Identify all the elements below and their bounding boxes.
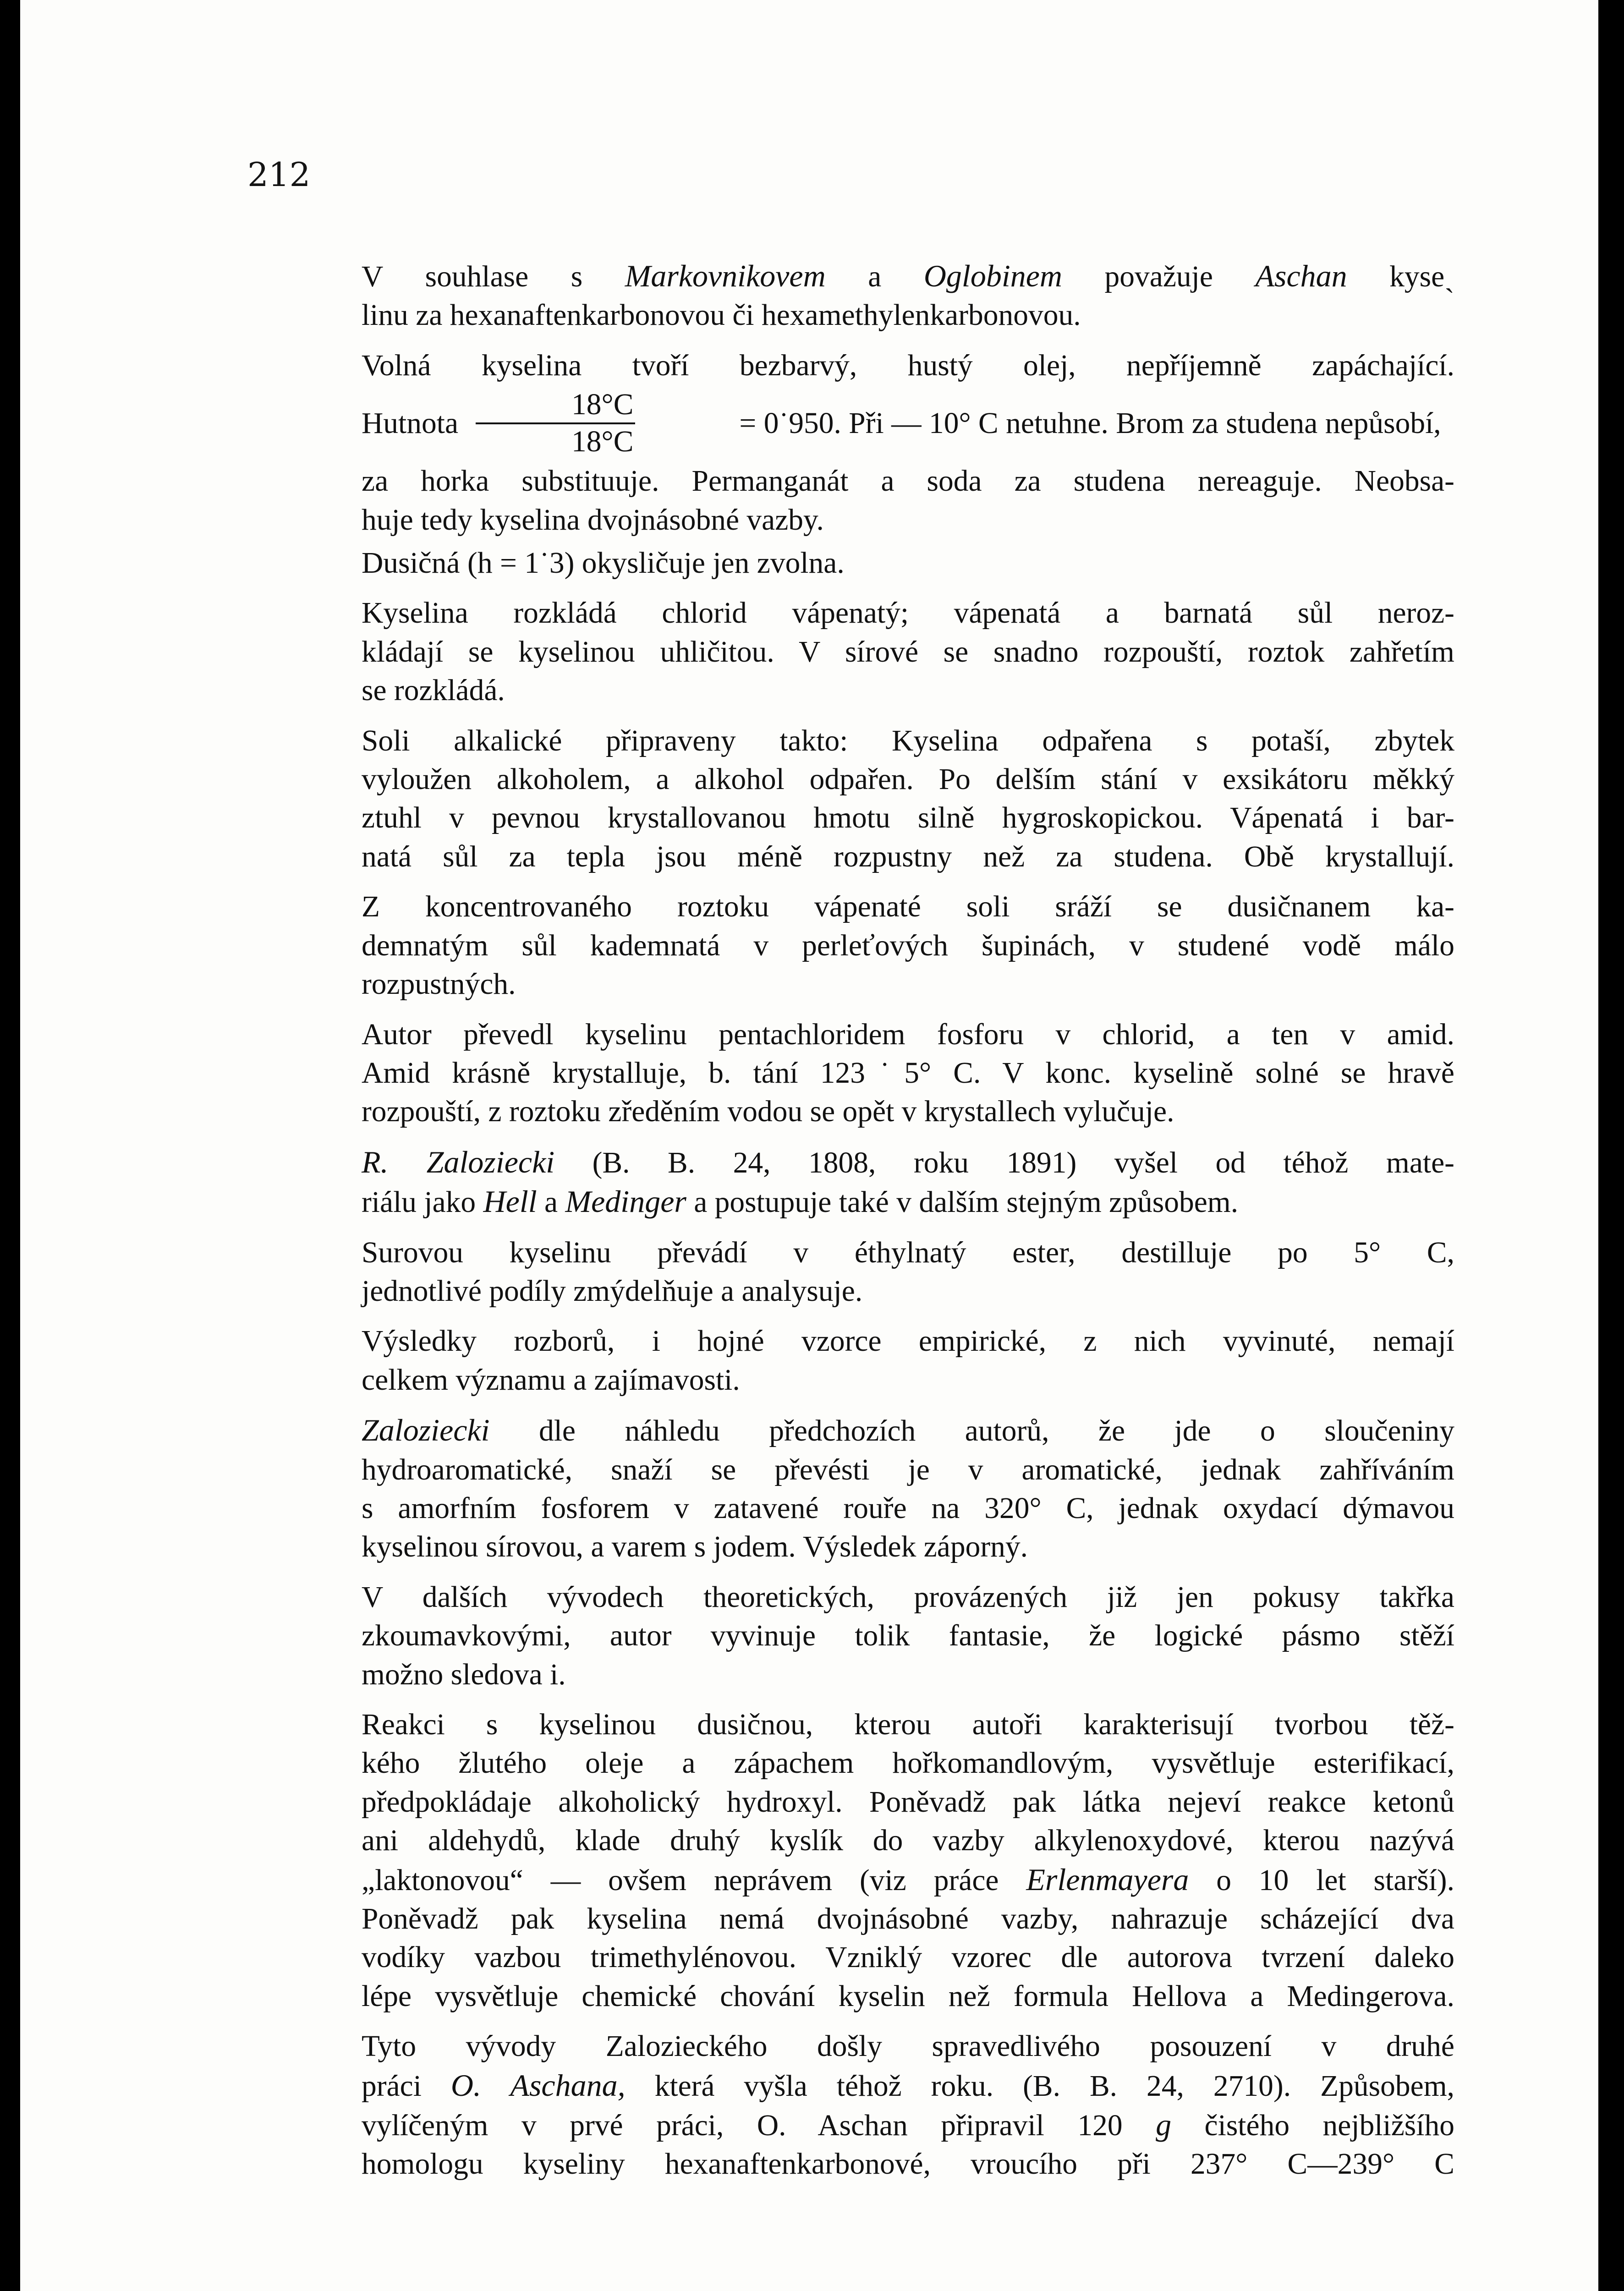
text-line: hydroaromatické, snaží se převésti je v aromatické, jednak zahříváním [362, 1453, 1454, 1486]
text-line: možno sledova i. [362, 1658, 566, 1691]
author-name: Zaloziecki [362, 1413, 490, 1448]
text-line: Amid krásně krystalluje, b. tání 123˙5° C. V konc. kyselině solné se hravě [362, 1056, 1454, 1090]
text-line: kyselinou sírovou, a varem s jodem. Výsledek záporný. [362, 1530, 1028, 1564]
text-line: Dusičná (h = 1˙3) okysličuje jen zvolna. [362, 547, 845, 580]
unit-gram: g [1156, 2107, 1172, 2143]
density-formula-line [268, 385, 1454, 462]
text-line: práci O. Aschana, která vyšla téhož roku. (B. B. 24, 2710). Způsobem, [362, 2067, 1455, 2103]
text-line: vodíky vazbou trimethylénovou. Vzniklý vzorec dle autorova tvrzení daleko [362, 1941, 1454, 1974]
text-line: huje tedy kyselina dvojnásobné vazby. [362, 503, 824, 537]
paragraph-9 [268, 1233, 1454, 1311]
paragraph-3 [268, 544, 1454, 582]
paragraph-1 [268, 257, 1454, 335]
text-line: jednotlivé podíly zmýdelňuje a analysuje. [362, 1274, 863, 1308]
text-line: rozpustných. [362, 968, 516, 1001]
text-line: za horka substituuje. Permanganát a soda za studena nereaguje. Neobsa- [362, 465, 1454, 498]
text-line: R. Zaloziecki (B. B. 24, 1808, roku 1891) vyšel od téhož mate- [362, 1144, 1454, 1179]
text-line: rozpouští, z roztoku zředěním vodou se opět v krystallech vylučuje. [362, 1095, 1174, 1129]
text-line: Poněvadž pak kyselina nemá dvojnásobné vazby, nahrazuje scházející dva [362, 1902, 1454, 1936]
author-name: Aschan [1255, 258, 1347, 293]
density-fraction [476, 390, 635, 457]
text-line: Soli alkalické připraveny takto: Kyselina odpařena s potaší, zbytek [362, 724, 1454, 757]
text-line: riálu jako Hell a Medinger a postupuje také v dalším stejným způsobem. [362, 1184, 1239, 1219]
paragraph-10 [268, 1322, 1454, 1399]
text-line: V souhlase s Markovnikovem a Oglobinem považuje Aschan kyseˎ [362, 258, 1455, 293]
page-number: 212 [247, 155, 311, 194]
author-name: Erlenmayera [1026, 1862, 1189, 1897]
text-line: vylíčeným v prvé práci, O. Aschan připravil 120 g čistého nejbližšího [362, 2107, 1454, 2143]
author-name: Hell [483, 1184, 537, 1219]
text-line: vyloužen alkoholem, a alkohol odpařen. Po delším stání v exsikátoru měkký [362, 763, 1454, 796]
paragraph-2 [268, 346, 1454, 539]
text-line: Surovou kyselinu převádí v éthylnatý ester, destilluje po 5° C, [362, 1236, 1454, 1269]
formula-label: Hutnota [362, 407, 459, 440]
fraction-numerator: 18°C [476, 390, 635, 425]
book-page [20, 0, 1598, 2291]
text-line: kého žlutého oleje a zápachem hořkomandlovým, vysvětluje esterifikací, [362, 1747, 1454, 1780]
paragraph-8 [268, 1143, 1454, 1222]
paragraph-6 [268, 888, 1454, 1003]
text-line: se rozkládá. [362, 674, 505, 707]
text-line: kládají se kyselinou uhličitou. V sírové se snadno rozpouští, roztok zahřetím [362, 635, 1454, 669]
text-line: s amorfním fosforem v zatavené rouře na 320° C, jednak oxydací dýmavou [362, 1491, 1454, 1525]
text-line: natá sůl za tepla jsou méně rozpustny než za studena. Obě krystallují. [362, 840, 1454, 873]
text-line: celkem významu a zajímavosti. [362, 1363, 740, 1397]
text-line: ani aldehydů, klade druhý kyslík do vazby alkylenoxydové, kterou nazývá [362, 1824, 1454, 1858]
text-line: Kyselina rozkládá chlorid vápenatý; vápenatá a barnatá sůl neroz- [362, 597, 1454, 630]
text-line: Výsledky rozborů, i hojné vzorce empirické, z nich vyvinuté, nemají [362, 1325, 1454, 1358]
text-line: Z koncentrovaného roztoku vápenaté soli sráží se dusičnanem ka- [362, 890, 1454, 924]
formula-rest: = 0˙950. Při — 10° C netuhne. Brom za studena nepůsobí, [739, 407, 1441, 440]
author-name: O. Aschana, [450, 2067, 625, 2103]
text-line: homologu kyseliny hexanaftenkarbonové, vroucího při 237° C—239° C [362, 2148, 1454, 2181]
author-name: Oglobinem [923, 258, 1062, 293]
author-name: Markovnikovem [625, 258, 826, 293]
paragraph-5 [268, 722, 1454, 877]
text-line: linu za hexanaftenkarbonovou či hexamethylenkarbonovou. [362, 299, 1081, 332]
paragraph-11 [268, 1411, 1454, 1567]
text-line: V dalších vývodech theoretických, provázených již jen pokusy takřka [362, 1580, 1454, 1614]
paragraph-14 [268, 2027, 1454, 2184]
text-line: Autor převedl kyselinu pentachloridem fosforu v chlorid, a ten v amid. [362, 1018, 1454, 1051]
text-line: Volná kyselina tvoří bezbarvý, hustý olej, nepříjemně zapáchající. [362, 349, 1454, 382]
fraction-denominator: 18°C [571, 425, 634, 459]
body-text [268, 257, 1454, 2184]
text-line: zkoumavkovými, autor vyvinuje tolik fantasie, že logické pásmo stěží [362, 1619, 1454, 1653]
text-line: Tyto vývody Zalozieckého došly spravedlivého posouzení v druhé [362, 2030, 1454, 2063]
paragraph-13 [268, 1705, 1454, 2016]
paragraph-12 [268, 1578, 1454, 1694]
text-line: Reakci s kyselinou dusičnou, kterou autoři karakterisují tvorbou těž- [362, 1708, 1454, 1741]
text-line: předpokládaje alkoholický hydroxyl. Poněvadž pak látka nejeví reakce ketonů [362, 1785, 1454, 1819]
text-line: ztuhl v pevnou krystallovanou hmotu silně hygroskopickou. Vápenatá i bar- [362, 801, 1454, 835]
scan-edge-border [1601, 0, 1624, 2291]
text-line: Zaloziecki dle náhledu předchozích autorů, že jde o sloučeniny [362, 1413, 1454, 1448]
paragraph-7 [268, 1015, 1454, 1131]
text-line: „laktonovou“ — ovšem neprávem (viz práce Erlenmayera o 10 let starší). [362, 1862, 1454, 1897]
paragraph-4 [268, 594, 1454, 710]
author-name: Medinger [565, 1184, 686, 1219]
text-line: lépe vysvětluje chemické chování kyselin než formula Hellova a Medingerova. [362, 1979, 1454, 2013]
text-line: demnatým sůl kademnatá v perleťových šupinách, v studené vodě málo [362, 929, 1454, 962]
author-name: R. Zaloziecki [362, 1144, 555, 1179]
